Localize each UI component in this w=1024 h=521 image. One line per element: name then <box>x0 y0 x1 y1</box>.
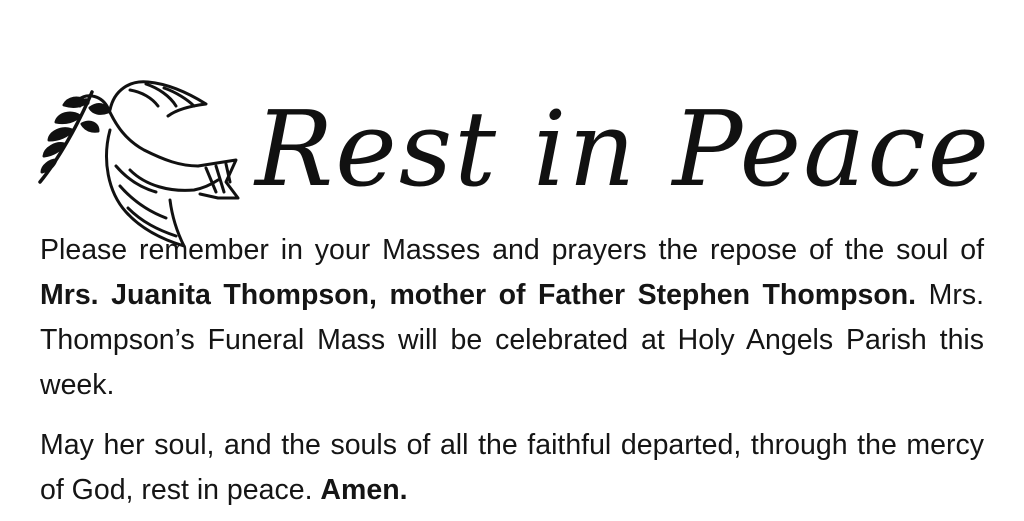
prayer-text: May her soul, and the souls of all the faithful departed, through the mercy of God, rest in peace. <box>40 429 984 506</box>
deceased-name: Mrs. Juanita Thompson, mother of Father Stephen Thompson. <box>40 279 917 311</box>
remembrance-paragraph <box>40 228 984 408</box>
prayer-paragraph <box>40 423 984 513</box>
amen-text: Amen. <box>320 474 408 506</box>
remembrance-text-end: Mrs. Thompson’s Funeral Mass will be celebrated at Holy Angels Parish this week. <box>40 279 985 401</box>
notice-title: Rest in Peace <box>255 88 992 210</box>
remembrance-text-start: Please remember in your Masses and prayers the repose of the soul of <box>40 234 984 266</box>
